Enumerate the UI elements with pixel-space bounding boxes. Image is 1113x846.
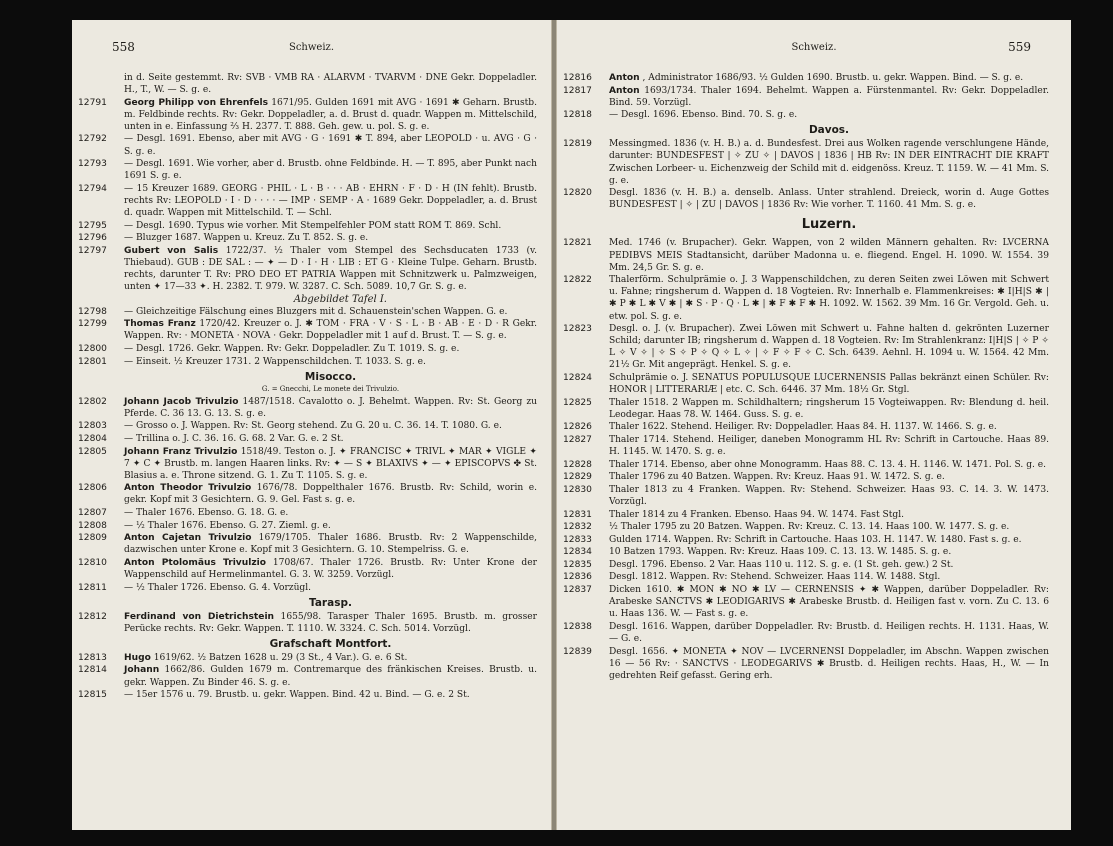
section-heading: Davos. [808, 124, 850, 137]
entry-number: 12810 [78, 557, 107, 568]
catalog-entry [78, 611, 537, 635]
entry-number: 12817 [563, 85, 592, 96]
catalog-entry [78, 557, 537, 581]
entry-number: 12819 [563, 139, 592, 150]
ruler-name: Georg Philipp von Ehrenfels [124, 97, 269, 108]
entry-number: 12808 [78, 520, 107, 531]
entry-text: Desgl. 1796. Ebenso. 2 Var. Haas 110 u. 112. S. g. e. (1 St. geh. gew.) 2 St. [609, 559, 954, 570]
entry-number: 12839 [563, 646, 592, 657]
entry-number: 12799 [78, 319, 107, 330]
entry-text: — Grosso o. J. Wappen. Rv: St. Georg stehend. Zu G. 20 u. C. 36. 14. T. 1080. G. e. [124, 421, 502, 432]
ruler-name: Anton [609, 85, 640, 96]
entry-number: 12820 [563, 188, 592, 199]
entry-text: Messingmed. 1836 (v. H. B.) a. d. Bundesfest. Drei aus Wolken ragende verschlungene Hände, darunter: BUNDESFEST | ✧ ZU ✧ | DAVOS | 1836 | HB Rv: IN DER EINTRACHT DIE KRAFT Zwischen Lorbeer- u. Eichenzweig der Schild mit d. eidgenöss. Kreuz. T. 1159. W. — 41 Mm. S. g. e. [609, 139, 1049, 186]
catalog-entry [78, 158, 538, 182]
entry-number: 12816 [563, 73, 592, 83]
entry-text: Thaler 1518. 2 Wappen m. Schildhaltern; ringsherum 15 Vogteiwappen. Rv: Blendung d. heil. Leodegar. Haas 78. W. 1464. Guss. S. g. e. [609, 397, 1049, 420]
catalog-entry [563, 237, 1049, 273]
entry-number: 12807 [78, 508, 107, 518]
catalog-entry [563, 434, 1049, 458]
catalog-entry [563, 471, 1049, 483]
ruler-name: Anton [609, 73, 640, 83]
entry-text: 10 Batzen 1793. Wappen. Rv: Kreuz. Haas 109. C. 13. 13. W. 1485. S. g. e. [609, 547, 952, 558]
ruler-name: Ferdinand von Dietrichstein [124, 611, 275, 622]
catalog-entry [563, 559, 1049, 571]
ruler-name: Gubert von Salis [124, 245, 219, 256]
entry-text: Gulden 1714. Wappen. Rv: Schrift in Cartouche. Haas 103. H. 1147. W. 1480. Fast s. g. e. [609, 534, 1022, 545]
entry-text: 1518/49. Teston o. J. ✦ FRANCISC ✦ TRIVL ✦ MAR ✦ VIGLE ✦ 7 ✦ C ✦ Brustb. m. langen Haaren links. Rv: ✦ — S ✦ BLAXIVS ✦ — ✦ EPISCOPVS ✤ St. Blasius a. e. Throne sitzend. G. 1. Zu T. 1105. S. g. e. [124, 446, 537, 481]
catalog-entry [78, 356, 537, 368]
entry-text: — Einseit. ½ Kreuzer 1731. 2 Wappenschildchen. T. 1033. S. g. e. [124, 356, 426, 367]
entry-text: Desgl. 1836 (v. H. B.) a. denselb. Anlass. Unter strahlend. Dreieck, worin d. Auge Gottes BUNDESFEST | ✧ | ZU | DAVOS | 1836 Rv: Wie vorher. T. 1160. 41 Mm. S. g. e. [609, 188, 1049, 211]
entry-text: , Administrator 1686/93. ½ Gulden 1690. Brustb. u. gekr. Wappen. Bind. — S. g. e. [642, 73, 1024, 83]
entry-text: — Thaler 1676. Ebenso. G. 18. G. e. [124, 508, 289, 518]
entry-number: 12812 [78, 611, 107, 622]
entry-text: — ½ Thaler 1726. Ebenso. G. 4. Vorzügl. [124, 582, 312, 593]
section-heading: Misocco. [304, 370, 357, 383]
section-heading: Grafschaft Montfort. [269, 637, 392, 650]
catalog-entry [78, 318, 537, 342]
ruler-name: Johann [124, 665, 160, 676]
catalog-entry [563, 459, 1049, 471]
entry-number: 12837 [563, 585, 592, 596]
page-number: 558 [112, 40, 135, 54]
catalog-entry [563, 274, 1049, 322]
entry-text: 1693/1734. Thaler 1694. Behelmt. Wappen a. Fürstenmantel. Rv: Gekr. Doppeladler. Bind. 59. Vorzügl. [609, 85, 1049, 108]
entry-number: 12828 [563, 459, 592, 470]
entry-text: — Desgl. 1691. Ebenso, aber mit AVG · G · 1691 ✱ T. 894, aber LEOPOLD · u. AVG · G · S. g. e. [124, 134, 537, 157]
ruler-name: Anton Ptolomäus Trivulzio [124, 557, 266, 568]
entry-number: 12815 [78, 690, 107, 701]
catalog-entry [563, 72, 1049, 84]
entry-text: Thaler 1622. Stehend. Heiliger. Rv: Doppeladler. Haas 84. H. 1137. W. 1466. S. g. e. [609, 422, 997, 433]
section-heading: Luzern. [801, 217, 857, 233]
entry-text: Thaler 1813 zu 4 Franken. Wappen. Rv: Stehend. Schweizer. Haas 93. C. 14. 3. W. 1473. Vorzügl. [609, 484, 1049, 507]
ruler-name: Hugo [124, 652, 151, 663]
entry-number: 12798 [78, 306, 107, 317]
entry-text: Dicken 1610. ✱ MON ✱ NO ✱ LV — CERNENSIS ✦ ✱ Wappen, darüber Doppeladler. Rv: Arabeske SANCTVS ✱ LEODIGARIVS ✱ Arabeske Brustb. d. Heiligen fast v. vorn. Zu C. 13. 6 u. Haas 136. W. — Fast s. g. e. [609, 585, 1049, 620]
catalog-entry [78, 664, 537, 688]
catalog-entry [563, 546, 1049, 558]
catalog-entry [563, 138, 1049, 186]
catalog-entry [563, 571, 1049, 583]
right-page [556, 20, 1071, 830]
entry-number: 12831 [563, 509, 592, 520]
entry-number: 12801 [78, 356, 107, 367]
entry-text: 1708/67. Thaler 1726. Brustb. Rv: Unter Krone der Wappenschild auf Hermelinmantel. G. 3. W. 3259. Vorzügl. [124, 557, 537, 580]
entry-text: — Desgl. 1691. Wie vorher, aber d. Brustb. ohne Feldbinde. H. — T. 895, aber Punkt nach 1691 S. g. e. [124, 159, 538, 182]
entry-text: Desgl. 1616. Wappen, darüber Doppeladler. Rv: Brustb. d. Heiligen rechts. H. 1131. Haas, W. — G. e. [609, 621, 1049, 644]
entry-text: — Trillina o. J. C. 36. 16. G. 68. 2 Var. G. e. 2 St. [124, 433, 344, 444]
catalog-entry [563, 534, 1049, 546]
catalog-entry [78, 245, 537, 293]
entry-text: 1720/42. Kreuzer o. J. ✱ TOM · FRA · V · S · L · B · AB · E · D · R Gekr. Wappen. Rv: · MONETA · NOVA · Gekr. Doppeladler mit 1 auf d. Brust. T. — S. g. e. [124, 319, 537, 342]
entry-text: 1679/1705. Thaler 1686. Brustb. Rv: 2 Wappenschilde, dazwischen unter Krone e. Kopf mit 3 Gesichtern. G. 10. Stempelriss. G. e. [124, 533, 537, 556]
entry-number: 12832 [563, 522, 592, 533]
entry-text: — 15er 1576 u. 79. Brustb. u. gekr. Wappen. Bind. 42 u. Bind. — G. e. 2 St. [124, 690, 470, 701]
entry-number: 12794 [78, 183, 107, 194]
catalog-entry [78, 396, 537, 420]
catalog-entry [78, 220, 537, 232]
entry-text: 1722/37. ½ Thaler vom Stempel des Sechsducaten 1733 (v. Thiebaud). GUB : DE SAL : — ✦ — D · I · H · LIB : ET G · Kleine Tulpe. Geharn. Brustb. rechts, darunter T. Rv: PRO DEO ET PATRIA Wappen mit Schnitzwerk u. Palmzweigen, unten ✦ 17—33 ✦. H. 2382. T. 979. W. 3287. C. Sch. 5089. 10,7 Gr. S. g. e. [124, 245, 537, 293]
catalog-entry [78, 420, 537, 432]
entry-text: — Bluzger 1687. Wappen u. Kreuz. Zu T. 852. S. g. e. [124, 233, 369, 244]
section-note: G. = Gnecchi, Le monete dei Trivulzio. [261, 384, 400, 393]
entry-text: Thalerförm. Schulprämie o. J. 3 Wappenschildchen, zu deren Seiten zwei Löwen mit Schwert u. Fahne; ringsherum d. Wappen d. 18 Vogteien. Rv: Innerhalb e. Flammenkreises: ✱ I|H|S ✱ | ✱ P ✱ L ✱ V ✱ | ✱ S · P · Q · L ✱ | ✱ F ✱ F ✱ H. 1092. W. 1562. 39 Mm. 16 Gr. Vergold. Geh. u. etw. pol. S. g. e. [609, 275, 1049, 322]
entry-text: 1662/86. Gulden 1679 m. Contremarque des fränkischen Kreises. Brustb. u. gekr. Wappen. Zu Binder 46. S. g. e. [124, 665, 537, 688]
catalog-entry [563, 646, 1049, 682]
catalog-entry [78, 482, 537, 506]
entry-text: Med. 1746 (v. Brupacher). Gekr. Wappen, von 2 wilden Männern gehalten. Rv: LVCERNA PEDIBVS MEIS Stadtansicht, darüber Madonna u. e. fliegend. Engel. H. 1090. W. 1554. 39 Mm. 24,5 Gr. S. g. e. [609, 238, 1049, 273]
catalog-entry [124, 72, 537, 96]
entry-text: Schulprämie o. J. SENATUS POPULUSQUE LUCERNENSIS Pallas bekränzt einen Schüler. Rv: HONOR | LITTERARIÆ | etc. C. Sch. 6446. 37 Mm. 18½ Gr. Stgl. [609, 372, 1049, 396]
entry-text: 1655/98. Tarasper Thaler 1695. Brustb. m. grosser Perücke rechts. Rv: Gekr. Wappen. T. 1110. W. 3324. C. Sch. 5014. Vorzügl. [124, 611, 537, 634]
entry-number: 12838 [563, 621, 592, 632]
catalog-entry [563, 187, 1049, 211]
entry-number: 12792 [78, 134, 107, 145]
entry-number: 12811 [78, 582, 107, 593]
catalog-entry [78, 689, 537, 701]
entry-number: 12814 [78, 665, 107, 676]
catalog-entry [78, 652, 537, 664]
entry-text: ½ Thaler 1795 zu 20 Batzen. Wappen. Rv: Kreuz. C. 13. 14. Haas 100. W. 1477. S. g. e. [609, 522, 1010, 533]
entry-text: Thaler 1814 zu 4 Franken. Ebenso. Haas 94. W. 1474. Fast Stgl. [609, 509, 905, 520]
entry-text: 1676/78. Doppelthaler 1676. Brustb. Rv: Schild, worin e. gekr. Kopf mit 3 Gesichtern. G. 9. Gel. Fast s. g. e. [124, 483, 537, 506]
catalog-entry [563, 421, 1049, 433]
entry-text: Thaler 1714. Ebenso, aber ohne Monogramm. Haas 88. C. 13. 4. H. 1146. W. 1471. Pol. S. g. e. [609, 459, 1047, 470]
catalog-entry [563, 521, 1049, 533]
catalog-entry [563, 109, 1049, 121]
entry-text: — Desgl. 1696. Ebenso. Bind. 70. S. g. e. [609, 110, 798, 121]
entry-number: 12830 [563, 484, 592, 495]
entry-number: 12822 [563, 275, 592, 286]
ruler-name: Thomas Franz [124, 319, 196, 330]
catalog-entry [78, 97, 537, 133]
ruler-name: Johann Jacob Trivulzio [124, 396, 239, 407]
plate-caption: Abgebildet Tafel I. [293, 293, 387, 305]
entry-text: — ½ Thaler 1676. Ebenso. G. 27. Zieml. g. e. [124, 520, 331, 531]
entry-number: 12796 [78, 233, 107, 244]
section-heading: Tarasp. [309, 596, 352, 609]
entry-text: 1671/95. Gulden 1691 mit AVG · 1691 ✱ Geharn. Brustb. m. Feldbinde rechts. Rv: Gekr. Doppeladler, a. d. Brust d. quadr. Wappen m. Mittelschild, unten in e. Einfassung ⅔ H. 2377. T. 888. Geh. gew. u. pol. S. g. e. [124, 97, 537, 132]
catalog-entry [78, 306, 537, 318]
catalog-entry [563, 584, 1049, 620]
entry-number: 12803 [78, 421, 107, 432]
entry-number: 12804 [78, 433, 107, 444]
catalog-column [78, 72, 538, 702]
entry-number: 12802 [78, 396, 107, 407]
catalog-entry [78, 446, 537, 482]
entry-text: Desgl. 1812. Wappen. Rv: Stehend. Schweizer. Haas 114. W. 1488. Stgl. [609, 572, 941, 583]
entry-text: — Gleichzeitige Fälschung eines Bluzgers mit d. Schauenstein'schen Wappen. G. e. [124, 306, 508, 317]
catalog-entry [563, 372, 1049, 396]
catalog-entry [563, 85, 1049, 109]
entry-number: 12824 [563, 372, 592, 383]
entry-number: 12806 [78, 483, 107, 494]
catalog-entry [563, 397, 1049, 421]
entry-number: 12833 [563, 534, 592, 545]
entry-text: — Desgl. 1690. Typus wie vorher. Mit Stempelfehler POM statt ROM T. 869. Schl. [124, 220, 502, 231]
ruler-name: Anton Theodor Trivulzio [124, 483, 252, 494]
running-title: Schweiz. [288, 42, 334, 53]
entry-number: 12825 [563, 397, 592, 408]
entry-number: 12800 [78, 343, 107, 354]
entry-number: 12813 [78, 652, 107, 663]
entry-number: 12834 [563, 547, 592, 558]
entry-text: 1619/62. ½ Batzen 1628 u. 29 (3 St., 4 Var.). G. e. 6 St. [153, 652, 408, 663]
entry-number: 12827 [563, 434, 592, 445]
entry-number: 12823 [563, 324, 592, 335]
entry-text: Desgl. 1656. ✦ MONETA ✦ NOV — LVCERNENSI Doppeladler, im Abschn. Wappen zwischen 16 — 56 Rv: · SANCTVS · LEODEGARIVS ✱ Brustb. d. Heiligen rechts. Haas, H., W. — In gedrehten Reif gefasst. Gering erh. [609, 646, 1049, 681]
entry-text: Thaler 1796 zu 40 Batzen. Wappen. Rv: Kreuz. Haas 91. W. 1472. S. g. e. [609, 472, 945, 483]
catalog-entry [78, 507, 537, 519]
entry-number: 12829 [563, 472, 592, 483]
entry-number: 12797 [78, 245, 107, 256]
catalog-entry [78, 343, 537, 355]
entry-number: 12836 [563, 572, 592, 583]
entry-number: 12821 [563, 238, 592, 249]
entry-text: Desgl. o. J. (v. Brupacher). Zwei Löwen mit Schwert u. Fahne halten d. gekrönten Luzerner Schild; darunter IB; ringsherum d. Wappen d. 18 Vogteien. Rv: Im Strahlenkranz: I|H|S | ✧ P ✧ L ✧ V ✧ | ✧ S ✧ P ✧ Q ✧ L ✧ | ✧ F ✧ F ✧ C. Sch. 6439. Aehnl. H. 1094 u. W. 1564. 42 Mm. 21½ Gr. Mit angeprägt. Henkel. S. g. e. [609, 324, 1049, 371]
catalog-entry [78, 582, 537, 594]
ruler-name: Johann Franz Trivulzio [124, 446, 238, 457]
catalog-entry [78, 433, 537, 445]
entry-number: 12809 [78, 533, 107, 544]
catalog-column [563, 72, 1049, 682]
entry-number: 12835 [563, 559, 592, 570]
entry-text: Thaler 1714. Stehend. Heiliger, daneben Monogramm HL Rv: Schrift in Cartouche. Haas 89. H. 1145. W. 1470. S. g. e. [609, 434, 1049, 458]
catalog-entry [78, 183, 537, 219]
catalog-entry [78, 133, 537, 157]
running-head [72, 40, 551, 60]
catalog-entry [78, 520, 537, 532]
entry-text: — 15 Kreuzer 1689. GEORG · PHIL · L · B · · · AB · EHRN · F · D · H (IN fehlt). Brustb. rechts Rv: LEOPOLD · I · D · · · · — IMP · SEMP · A · 1689 Gekr. Doppeladler, a. d. Brust d. quadr. Wappen mit Mittelschild. T. — Schl. [124, 183, 537, 219]
catalog-entry [563, 484, 1049, 508]
entry-text: 1487/1518. Cavalotto o. J. Behelmt. Wappen. Rv: St. Georg zu Pferde. C. 36 13. G. 13. S. g. e. [124, 396, 537, 419]
entry-text: — Desgl. 1726. Gekr. Wappen. Rv: Gekr. Doppeladler. Zu T. 1019. S. g. e. [124, 343, 460, 354]
left-page [72, 20, 552, 830]
entry-number: 12795 [78, 220, 107, 231]
catalog-entry [563, 621, 1049, 645]
entry-number: 12805 [78, 446, 107, 457]
entry-number: 12793 [78, 159, 107, 170]
entry-number: 12826 [563, 422, 592, 433]
running-title: Schweiz. [791, 42, 837, 53]
catalog-entry [78, 232, 537, 244]
entry-number: 12791 [78, 97, 107, 108]
entry-text: in d. Seite gestemmt. Rv: SVB · VMB RA · ALARVM · TVARVM · DNE Gekr. Doppeladler. H., T., W. — S. g. e. [124, 73, 537, 96]
entry-number: 12818 [563, 110, 592, 121]
ruler-name: Anton Cajetan Trivulzio [124, 533, 252, 544]
catalog-entry [563, 509, 1049, 521]
running-head [557, 40, 1071, 60]
catalog-entry [78, 532, 537, 556]
catalog-entry [563, 323, 1049, 371]
page-number: 559 [1008, 40, 1031, 54]
